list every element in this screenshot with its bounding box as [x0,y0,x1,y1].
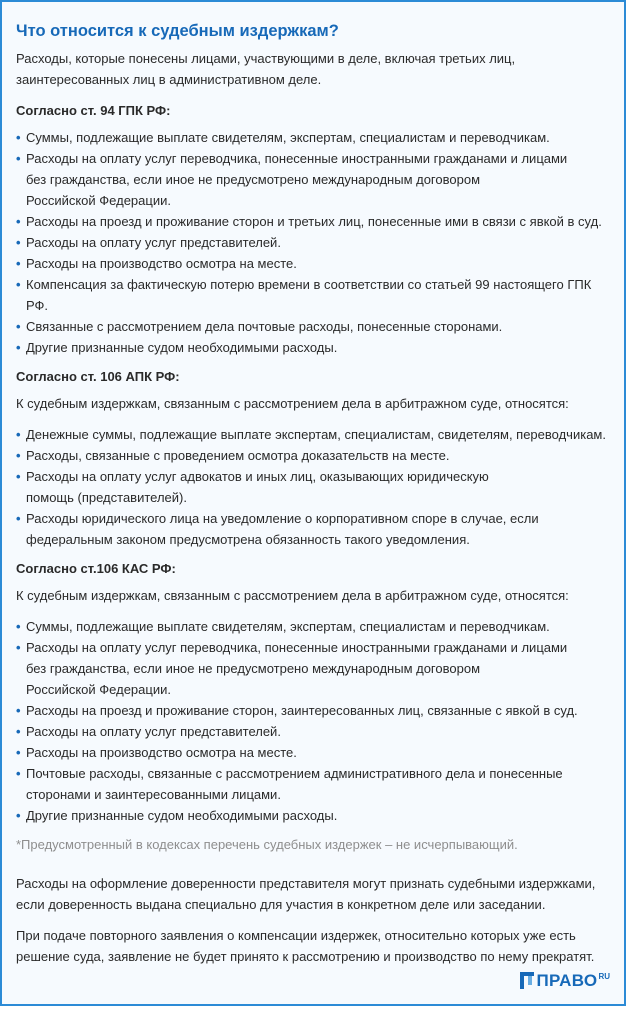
text-line: Расходы на оплату услуг переводчика, понесенные иностранными гражданами и лицами [26,640,568,655]
text-line: Расходы на оформление доверенности представителя могут признать судебными издержками, [16,876,596,891]
section-heading: Согласно ст. 94 ГПК РФ: [16,103,171,118]
list-item [16,316,616,337]
text-line: Компенсация за фактическую потерю времени в соответствии со статьей 99 настоящего ГПК РФ. [26,277,592,313]
bullet-icon: • [16,469,21,484]
bullet-icon: • [16,151,21,166]
text-line: Денежные суммы, подлежащие выплате экспертам, специалистам, свидетелям, переводчикам. [26,427,606,442]
text-line: Российской Федерации. [26,193,171,208]
section-heading: Согласно ст.106 КАС РФ: [16,561,176,576]
list-item [16,466,616,508]
text-line: Расходы на производство осмотра на месте. [26,256,297,271]
text-line: Суммы, подлежащие выплате свидетелям, экспертам, специалистам и переводчикам. [26,130,550,145]
bullet-icon: • [16,511,21,526]
text-line: К судебным издержкам, связанным с рассмотрением дела в арбитражном суде, относятся: [16,588,569,603]
text-line: федеральным законом предусмотрена обязанность такого уведомления. [26,532,470,547]
text-line: без гражданства, если иное не предусмотрено международным договором [26,172,481,187]
list-item [16,274,616,316]
section-lead [16,393,616,414]
content [16,20,616,977]
list-item [16,253,616,274]
bullet-icon: • [16,766,21,781]
logo-text: ПРАВО [536,971,598,990]
bullet-icon: • [16,130,21,145]
bullet-icon: • [16,277,21,292]
list-item [16,700,616,721]
bullet-list [16,616,616,826]
bullet-list [16,424,616,550]
list-item [16,337,616,358]
section-heading: Согласно ст. 106 АПК РФ: [16,369,180,384]
text-line: сторонами и заинтересованными лицами. [26,787,281,802]
section-lead [16,585,616,606]
bullet-icon: • [16,619,21,634]
list-item [16,805,616,826]
sections [16,100,616,826]
text-line: если доверенность выдана специально для участия в конкретном деле или заседании. [16,897,546,912]
text-line: Расходы на оплату услуг представителей. [26,724,281,739]
text-line: решение суда, заявление не будет принято к рассмотрению и производство по нему прекратят. [16,949,595,964]
list-item [16,232,616,253]
closing [16,873,616,967]
text-line: Другие признанные судом необходимыми расходы. [26,340,338,355]
bullet-icon: • [16,724,21,739]
list-item [16,508,616,550]
closing-paragraph [16,873,616,915]
text-line: помощь (представителей). [26,490,187,505]
text-line: Расходы на оплату услуг представителей. [26,235,281,250]
bullet-icon: • [16,808,21,823]
text-line: Расходы на производство осмотра на месте. [26,745,297,760]
text-line: Российской Федерации. [26,682,171,697]
text-line: Связанные с рассмотрением дела почтовые расходы, понесенные сторонами. [26,319,503,334]
text-line: Расходы, связанные с проведением осмотра доказательств на месте. [26,448,450,463]
text-line: При подаче повторного заявления о компенсации издержек, относительно которых уже есть [16,928,576,943]
bullet-icon: • [16,214,21,229]
list-item [16,616,616,637]
list-item [16,148,616,211]
bullet-icon: • [16,745,21,760]
text-line: Почтовые расходы, связанные с рассмотрением административного дела и понесенные [26,766,563,781]
bullet-icon: • [16,448,21,463]
bullet-icon: • [16,427,21,442]
list-item [16,424,616,445]
bullet-list [16,127,616,358]
text-line: Расходы на проезд и проживание сторон и третьих лиц, понесенные ими в связи с явкой в суд. [26,214,602,229]
page-title: Что относится к судебным издержкам? [16,22,339,40]
text-line: без гражданства, если иное не предусмотрено международным договором [26,661,481,676]
logo-suffix: RU [598,972,610,981]
text-line: Расходы на оплату услуг адвокатов и иных лиц, оказывающих юридическую [26,469,489,484]
text-line: заинтересованных лиц в административном деле. [16,72,322,87]
bullet-icon: • [16,340,21,355]
text-line: Расходы на оплату услуг переводчика, понесенные иностранными гражданами и лицами [26,151,568,166]
logo-mark-icon [520,972,534,989]
text-line: К судебным издержкам, связанным с рассмотрением дела в арбитражном суде, относятся: [16,396,569,411]
list-item [16,721,616,742]
text-line: Расходы юридического лица на уведомление о корпоративном споре в случае, если [26,511,539,526]
bullet-icon: • [16,640,21,655]
bullet-icon: • [16,256,21,271]
bullet-icon: • [16,703,21,718]
text-line: Расходы на проезд и проживание сторон, заинтересованных лиц, связанные с явкой в суд. [26,703,578,718]
pravo-ru-logo [520,972,610,990]
bullet-icon: • [16,235,21,250]
text-line: Расходы, которые понесены лицами, участвующими в деле, включая третьих лиц, [16,51,516,66]
list-item [16,763,616,805]
list-item [16,127,616,148]
text-line: Суммы, подлежащие выплате свидетелям, экспертам, специалистам и переводчикам. [26,619,550,634]
bullet-icon: • [16,319,21,334]
intro-paragraph [16,48,616,90]
list-item [16,637,616,700]
closing-paragraph [16,925,616,967]
text-line: Другие признанные судом необходимыми расходы. [26,808,338,823]
list-item [16,742,616,763]
footnote: *Предусмотренный в кодексах перечень судебных издержек – не исчерпывающий. [16,837,518,852]
list-item [16,445,616,466]
list-item [16,211,616,232]
